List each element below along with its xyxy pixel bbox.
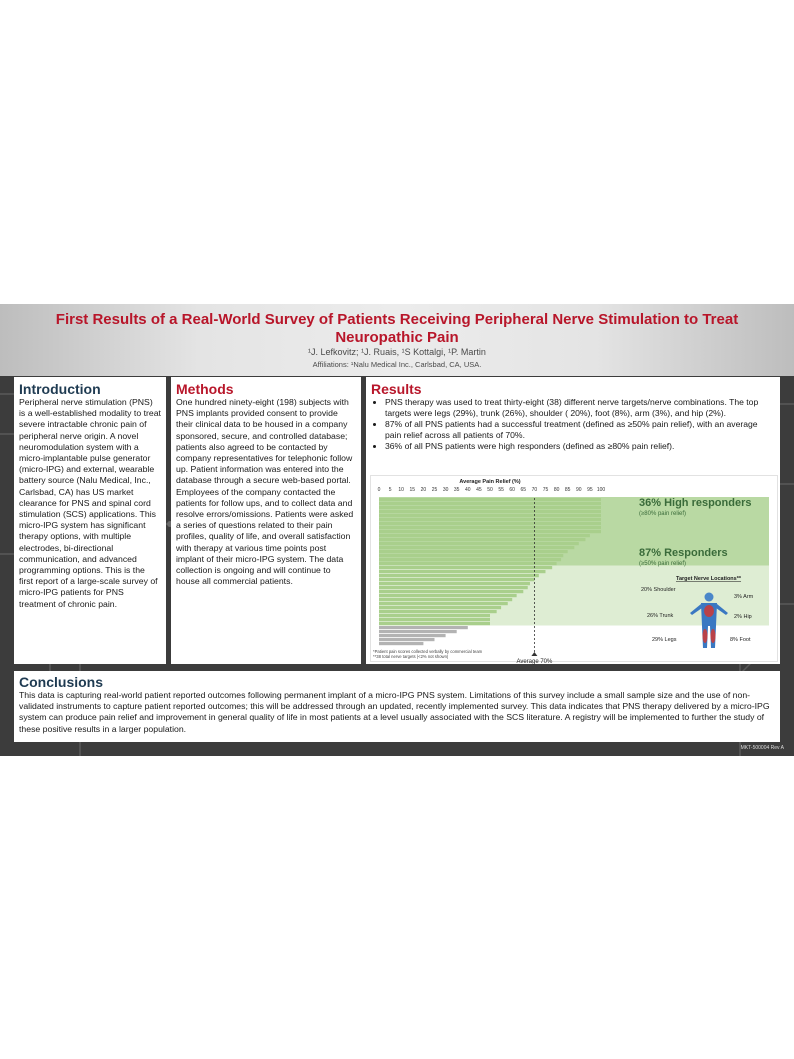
poster xyxy=(0,304,794,756)
poster-authors: ¹J. Lefkovitz; ¹J. Ruais, ¹S Kottalgi, ¹P. Martin xyxy=(308,347,486,357)
bar xyxy=(379,622,490,625)
bar xyxy=(379,582,530,585)
conclusions-text: This data is capturing real-world patient reported outcomes following permanent implant of a micro-IPG PNS system. Limitations of this survey include a small sample size and the use of non-validated instruments to capture patient reported outcomes; this will be addressed through an updated, recently implemented survey. This data indicates that PNS therapy delivered by a micro-IPG system can produce pain relief and improvement in general quality of life in most patients at a level usually associated with the SCS literature. A registry will be implemented to further the study of these positive results in a larger population. xyxy=(19,690,770,734)
bar xyxy=(379,602,508,605)
bar xyxy=(379,570,546,573)
x-tick-label: 25 xyxy=(431,487,438,493)
bar xyxy=(379,594,517,597)
x-tick-label: 0 xyxy=(377,487,381,493)
x-tick-label: 15 xyxy=(409,487,416,493)
x-tick-label: 70 xyxy=(531,487,538,493)
results-panel xyxy=(366,377,780,664)
methods-text: One hundred ninety-eight (198) subjects with PNS implants provided consent to provide their clinical data to be housed in a company sponsored, secure, and controlled database; patients also agreed to be contacted by company representatives for telephonic follow up. Patient information was entered into the database through a secure web-based portal. Employees of the company contacted the patients for follow ups, and to collect data and resolve errors/omissions. Patients were asked a series of questions related to their pain profiles, quality of life, and overall satisfaction with therapy at various time points post implant of their micro-IPG system. The data collection is ongoing and will continue to house all commercial patients. xyxy=(176,397,354,587)
poster-affiliations: Affiliations: ¹Nalu Medical Inc., Carlsbad, CA, USA. xyxy=(312,360,482,369)
poster-header xyxy=(0,304,794,376)
x-tick-label: 5 xyxy=(388,487,392,493)
bar xyxy=(379,522,601,525)
target-locations-title: Target Nerve Locations** xyxy=(676,576,742,582)
x-tick-label: 30 xyxy=(442,487,449,493)
bar xyxy=(379,574,539,577)
body-figure-leg-highlight xyxy=(711,629,716,643)
high-responders-label: 36% High responders xyxy=(639,497,752,509)
chart-footnote: **38 total nerve targets (<2% not shown) xyxy=(373,654,449,659)
x-tick-label: 10 xyxy=(398,487,404,493)
target-foot-label: 8% Foot xyxy=(730,637,751,643)
x-tick-label: 80 xyxy=(553,487,560,493)
introduction-panel xyxy=(14,377,166,664)
chart-footnote: *Patient pain scores collected verbally by commercial team xyxy=(373,649,483,654)
bar xyxy=(379,530,601,533)
results-bullet: • 36% of all PNS patients were high responders (defined as ≥80% pain relief). xyxy=(385,441,775,452)
bar xyxy=(379,606,501,609)
high-responders-sub: (≥80% pain relief) xyxy=(639,511,686,517)
x-tick-label: 85 xyxy=(564,487,571,493)
x-tick-label: 55 xyxy=(498,487,504,493)
x-tick-label: 65 xyxy=(520,487,527,493)
bar xyxy=(379,546,574,549)
bar xyxy=(379,598,512,601)
bar xyxy=(379,614,490,617)
results-list xyxy=(371,397,775,452)
average-marker xyxy=(531,652,537,656)
bar xyxy=(379,526,601,529)
results-heading: Results xyxy=(371,381,422,397)
bar xyxy=(379,618,490,621)
bar xyxy=(379,502,601,505)
target-hip-label: 2% Hip xyxy=(734,614,752,620)
bar xyxy=(379,558,561,561)
x-tick-label: 75 xyxy=(542,487,549,493)
methods-heading: Methods xyxy=(176,381,234,397)
bar xyxy=(379,626,468,629)
bar xyxy=(379,510,601,513)
pain-relief-chart-svg xyxy=(371,476,777,665)
bar xyxy=(379,586,528,589)
bar xyxy=(379,538,585,541)
bar xyxy=(379,554,563,557)
poster-title: First Results of a Real-World Survey of Patients Receiving Peripheral Nerve Stimulation to Treat Neuropathic Pain xyxy=(55,311,739,346)
body-figure-trunk-highlight xyxy=(704,605,714,617)
bar xyxy=(379,642,423,645)
x-tick-label: 40 xyxy=(465,487,471,493)
x-tick-label: 100 xyxy=(596,487,606,493)
conclusions-panel xyxy=(14,671,780,742)
bar xyxy=(379,578,534,581)
responders-label: 87% Responders xyxy=(639,547,728,559)
body-figure-head xyxy=(705,593,714,602)
methods-panel xyxy=(171,377,361,664)
bar xyxy=(379,514,601,517)
target-legs-label: 29% Legs xyxy=(652,637,677,643)
x-tick-label: 95 xyxy=(587,487,593,493)
bar xyxy=(379,534,590,537)
introduction-heading: Introduction xyxy=(19,381,101,397)
target-arm-label: 3% Arm xyxy=(734,594,754,600)
conclusions-heading: Conclusions xyxy=(19,674,104,690)
introduction-text: Peripheral nerve stimulation (PNS) is a well-established modality to treat severe intractable chronic pain of peripheral nerve origin. A novel neuromodulation system with a micro-implantable pulse generator (micro-IPG) and external, wearable battery source (Nalu Medical, Inc., Carlsbad, CA) has US market clearance for PNS and spinal cord stimulation (SCS) applications. This micro-IPG system has significant therapy options, with multiple electrodes, bi-directional communication, and advanced programming options. This is the first report of a large-scale survey of micro-IPG patients for PNS treatment of chronic pain. xyxy=(19,397,161,609)
x-tick-label: 50 xyxy=(487,487,493,493)
bar xyxy=(379,610,497,613)
target-shoulder-label: 20% Shoulder xyxy=(641,587,676,593)
target-trunk-label: 26% Trunk xyxy=(647,613,674,619)
bar xyxy=(379,638,435,641)
x-tick-label: 35 xyxy=(453,487,460,493)
x-tick-label: 60 xyxy=(509,487,515,493)
bar xyxy=(379,566,552,569)
bar xyxy=(379,518,601,521)
bar xyxy=(379,630,457,633)
document-code: MKT-500004 Rev A xyxy=(740,745,784,751)
bar xyxy=(379,498,601,501)
results-bullet: • PNS therapy was used to treat thirty-eight (38) different nerve targets/nerve combinations. The top targets were legs (29%), trunk (26%), shoulder ( 20%), foot (8%), arm (3%), and hip (2%). xyxy=(385,397,775,419)
bar xyxy=(379,634,446,637)
chart-title: Average Pain Relief (%) xyxy=(459,479,521,485)
bar xyxy=(379,506,601,509)
x-tick-label: 20 xyxy=(420,487,427,493)
bar xyxy=(379,542,579,545)
bar xyxy=(379,562,557,565)
pain-relief-chart xyxy=(370,475,778,665)
bar xyxy=(379,550,568,553)
average-label: Average 70% xyxy=(516,659,553,665)
x-tick-label: 90 xyxy=(576,487,582,493)
body-figure-leg-highlight xyxy=(703,629,708,643)
bar xyxy=(379,590,523,593)
results-bullet: • 87% of all PNS patients had a successful treatment (defined as ≥50% pain relief), with an average pain relief across all patients of 70%. xyxy=(385,419,775,441)
responders-sub: (≥50% pain relief) xyxy=(639,561,686,567)
x-tick-label: 45 xyxy=(476,487,482,493)
